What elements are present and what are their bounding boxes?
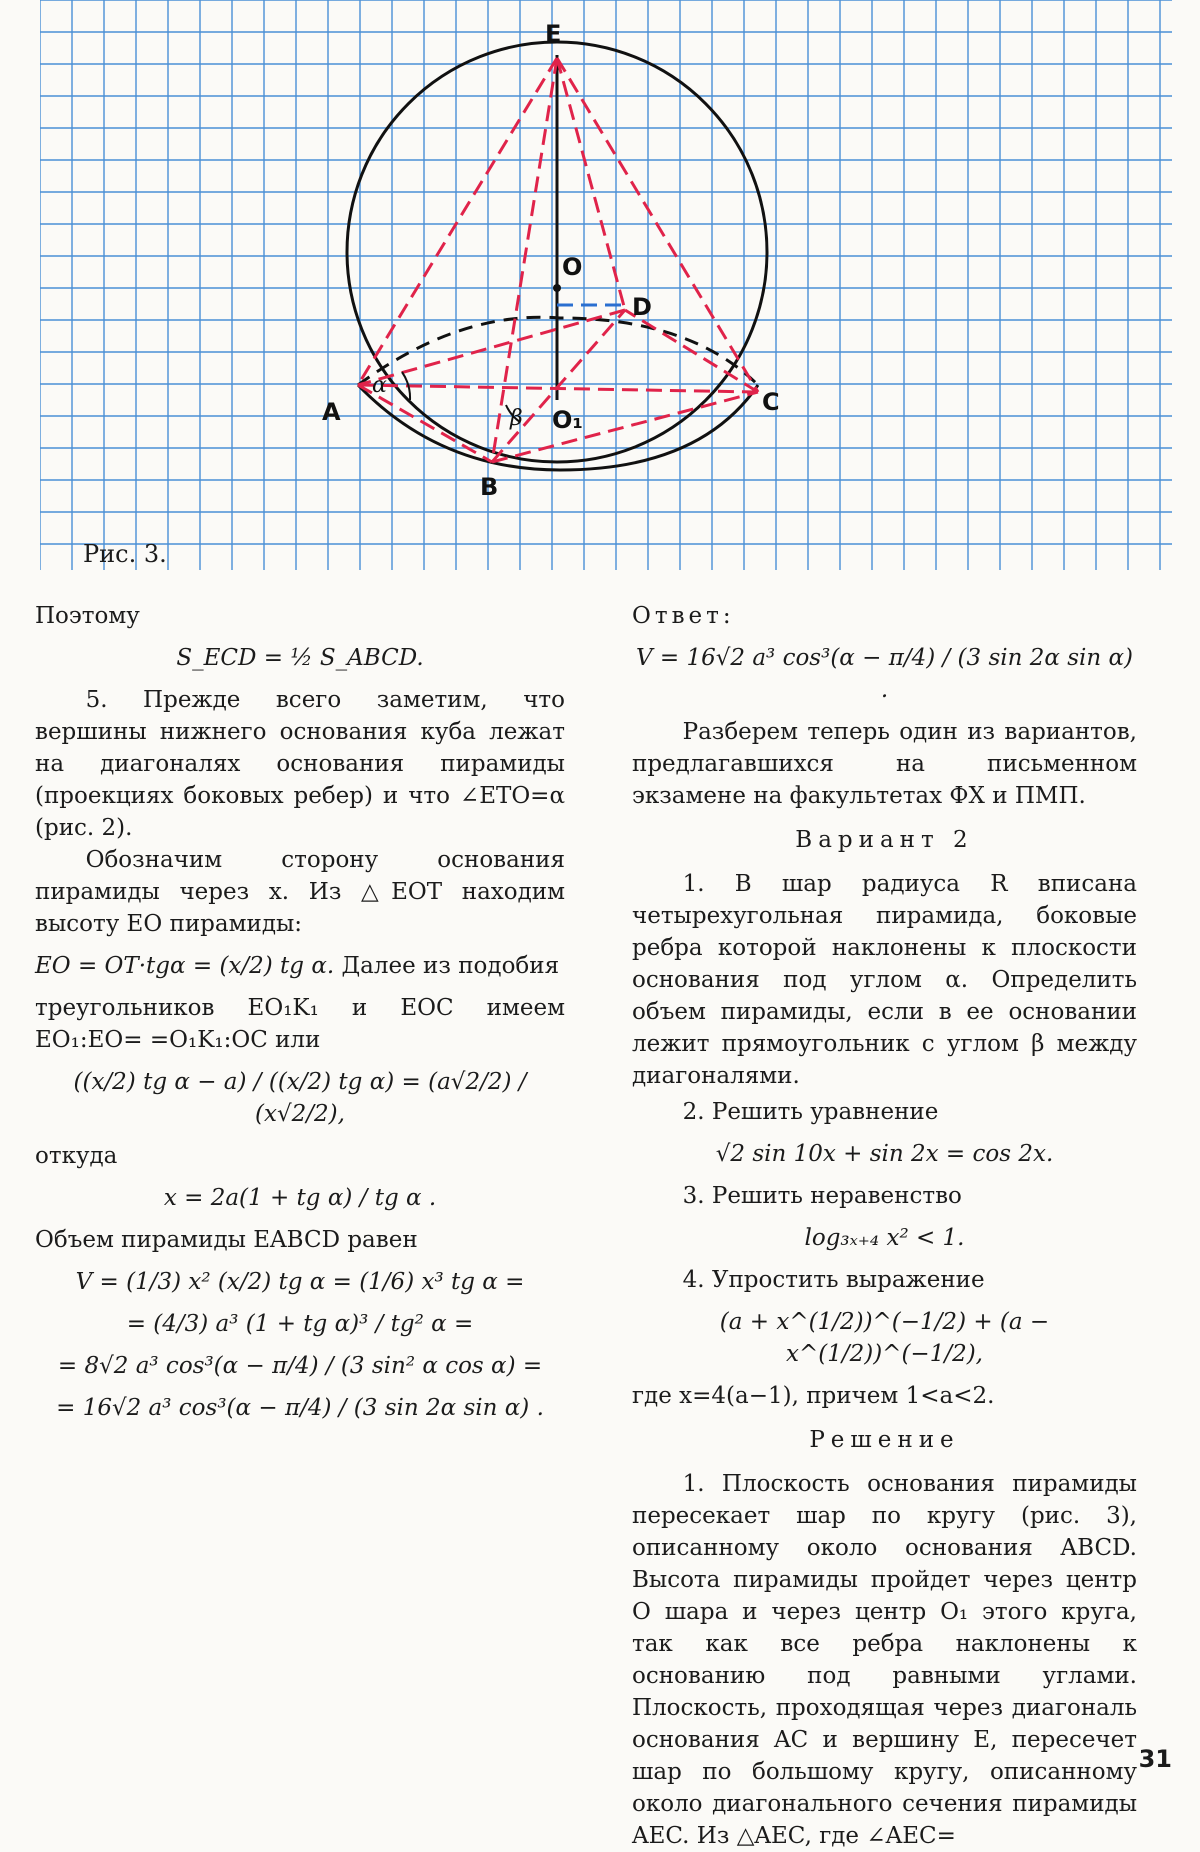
- page-number: 31: [1138, 1745, 1172, 1773]
- paragraph-side: Обозначим сторону основания пирамиды через x. Из △EOT находим высоту EO пирамиды:: [35, 847, 565, 937]
- label-b: B: [480, 473, 499, 501]
- figure-drawing: [40, 0, 1172, 570]
- paragraph-similar: треугольников EO₁K₁ и EOC имеем EO₁:EO= =O₁K₁:OC или: [35, 995, 565, 1053]
- edge-cd: [625, 310, 758, 392]
- lead-text: Поэтому: [35, 603, 140, 629]
- task-3-formula: log₃ₓ₊₄ x² < 1.: [804, 1225, 965, 1251]
- solution-1: 1. Плоскость основания пирамиды пересекает шар по кругу (рис. 3), описанному около основания ABCD. Высота пирамиды пройдет через центр O шара и через центр O₁ этого круга, так как все ребра наклонены к основанию под равными углами. Плоскость, проходящая через диагональ основания AC и вершину E, пересечет шар по большому кругу, описанному около диагонального сечения пирамиды AEC. Из △AEC, где ∠AEC=: [632, 1471, 1137, 1849]
- paragraph-eo: [35, 950, 565, 982]
- task-4-formula: (a + x^(1/2))^(−1/2) + (a − x^(1/2))^(−1/2),: [719, 1309, 1050, 1367]
- variant-heading: Вариант 2: [795, 827, 974, 853]
- formula-ratio: ((x/2) tg α − a) / ((x/2) tg α) = (a√2/2) / (x√2/2),: [73, 1069, 527, 1127]
- paragraph-5: 5. Прежде всего заметим, что вершины нижнего основания куба лежат на диагоналях основания пирамиды (проекциях боковых ребер) и что ∠ETO=α (рис. 2).: [35, 687, 565, 841]
- task-2: 2. Решить уравнение: [682, 1099, 939, 1125]
- label-e: E: [545, 20, 562, 48]
- task-4: 4. Упростить выражение: [682, 1267, 985, 1293]
- formula-secd: S_ECD = ½ S_ABCD.: [176, 645, 424, 671]
- answer-formula: V = 16√2 a³ cos³(α − π/4) / (3 sin 2α sin α) .: [635, 645, 1134, 703]
- figure-caption: Рис. 3.: [83, 540, 167, 568]
- formula-v2: = (4/3) a³ (1 + tg α)³ / tg² α =: [126, 1311, 474, 1337]
- label-alpha: α: [372, 373, 387, 398]
- task-1: 1. В шар радиуса R вписана четырехугольная пирамида, боковые ребра которой наклонены к плоскости основания под углом α. Определить объем пирамиды, если в ее основании лежит прямоугольник с углом β между диагоналями.: [632, 871, 1137, 1089]
- label-c: C: [762, 388, 780, 416]
- task-2-formula: √2 sin 10x + sin 2x = cos 2x.: [715, 1141, 1054, 1167]
- task-4-condition: где x=4(a−1), причем 1<a<2.: [632, 1383, 995, 1409]
- intro-paragraph: Разберем теперь один из вариантов, предлагавшихся на письменном экзамене на факультетах ФХ и ПМП.: [632, 719, 1137, 809]
- label-o1: O₁: [552, 406, 583, 434]
- formula-x: x = 2a(1 + tg α) / tg α .: [163, 1185, 437, 1211]
- left-column: [35, 600, 565, 1434]
- volume-intro: Объем пирамиды EABCD равен: [35, 1227, 418, 1253]
- formula-v3: = 8√2 a³ cos³(α − π/4) / (3 sin² α cos α) =: [57, 1353, 543, 1379]
- formula-v1: V = (1/3) x² (x/2) tg α = (1/6) x³ tg α =: [75, 1269, 525, 1295]
- figure-3: [40, 0, 1172, 570]
- formula-eo-cont: Далее из подобия: [341, 953, 560, 979]
- edge-ec: [557, 58, 758, 392]
- answer-label: Ответ:: [632, 603, 735, 629]
- label-a: A: [322, 398, 341, 426]
- label-d: D: [632, 293, 652, 321]
- label-o: O: [562, 253, 583, 281]
- task-3: 3. Решить неравенство: [682, 1183, 962, 1209]
- point-o: [553, 284, 561, 292]
- label-beta: β: [510, 406, 523, 431]
- formula-eo: EO = OT·tgα = (x/2) tg α.: [35, 953, 335, 979]
- right-column: [632, 600, 1137, 1852]
- solution-heading: Решение: [809, 1427, 960, 1453]
- grid-paper: [40, 0, 1172, 570]
- edge-eb: [492, 58, 557, 462]
- whence-label: откуда: [35, 1143, 118, 1169]
- formula-v4: = 16√2 a³ cos³(α − π/4) / (3 sin 2α sin α) .: [56, 1395, 544, 1421]
